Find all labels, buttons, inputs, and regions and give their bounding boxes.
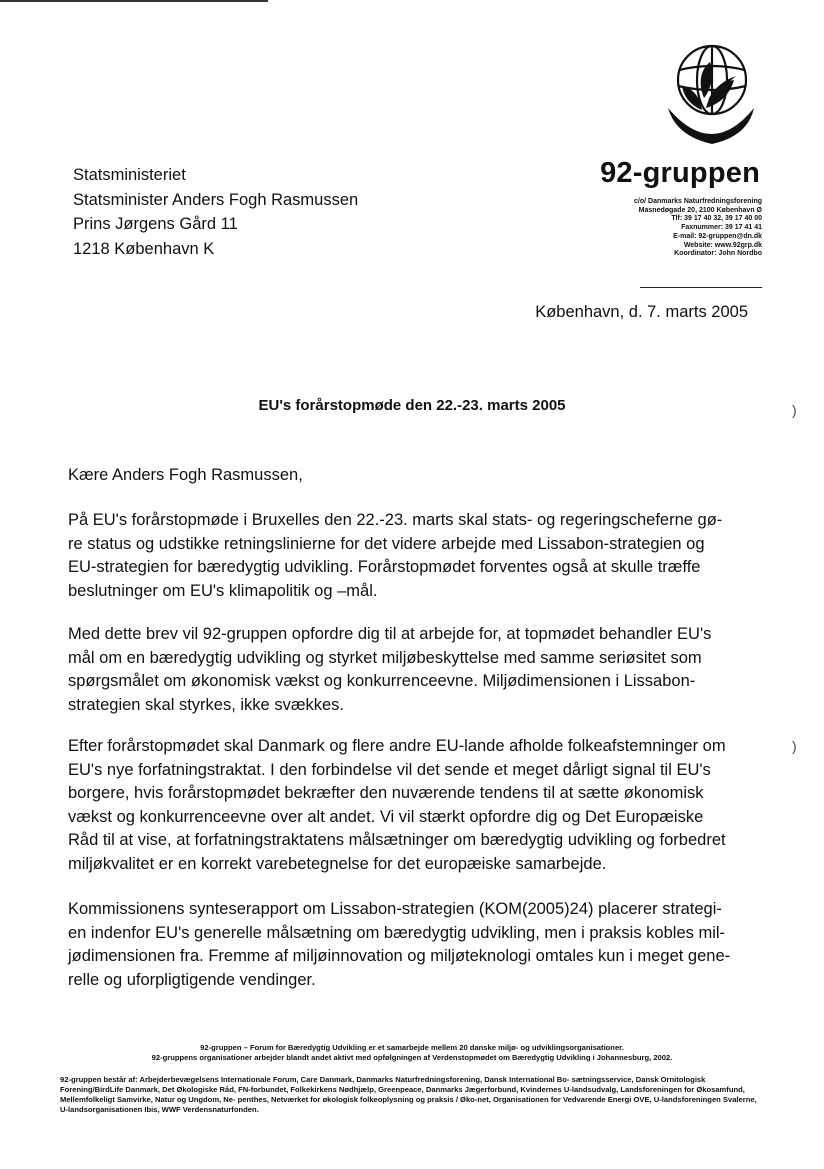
body-paragraph — [68, 623, 748, 717]
paragraph-line: EU's nye forfatningstraktat. I den forbindelse vil det sende et meget dårligt signal til EU's — [68, 760, 711, 779]
scan-mark: ) — [792, 402, 797, 418]
letter-date: København, d. 7. marts 2005 — [535, 303, 748, 321]
recipient-line: Prins Jørgens Gård 11 — [73, 215, 238, 233]
paragraph-line: borgere, hvis forårstopmødet bekræfter den nuværende tendens til at sætte økonomisk — [68, 784, 704, 803]
footer-members-line: penthes, Netværket for økologisk folkeoplysning og praksis / Øko-net, Organisationen for Vedvarende Energi OVE, U-landsforeningen Svalerne, — [237, 1095, 757, 1104]
footer-members-line: U-landsorganisationen Ibis, WWF Verdensnaturfonden. — [60, 1105, 259, 1114]
sender-contact — [634, 198, 762, 259]
scan-edge-line — [0, 0, 268, 2]
salutation: Kære Anders Fogh Rasmussen, — [68, 466, 303, 484]
paragraph-line: mål om en bæredygtig udvikling og styrket miljøbeskyttelse med samme seriøsitet som — [68, 648, 702, 667]
footer-line: 92-gruppen – Forum for Bæredygtig Udvikling er et samarbejde mellem 20 danske miljø- og udviklingsorganisationer. — [200, 1043, 624, 1052]
paragraph-line: strategien skal styrkes, ikke svækkes. — [68, 695, 345, 714]
recipient-line: Statsministeriet — [73, 166, 186, 184]
letter-subject: EU's forårstopmøde den 22.-23. marts 2005 — [258, 397, 566, 414]
contact-line: Koordinator: John Nordbo — [674, 250, 762, 258]
footer-members-line: sætningsservice, Dansk Ornitologisk Forening/BirdLife Danmark, Det Økologiske Råd, FN-forbundet, Folkekirkens Nødhjælp, Greenpeace, — [60, 1075, 706, 1094]
body-paragraph — [68, 735, 748, 877]
footer-members-line: 92-gruppen består af: Arbejderbevægelsens Internationale Forum, Care Danmark, Danmarks Naturfredningsforening, Dansk International Bo- — [60, 1075, 570, 1084]
paragraph-line: re status og udstikke retningslinierne for det videre arbejde med Lissabon-strategien og — [68, 534, 705, 553]
globe-plant-logo-icon — [662, 40, 758, 152]
contact-divider — [640, 287, 762, 288]
paragraph-line: relle og uforpligtigende vendinger. — [68, 970, 316, 989]
paragraph-line: På EU's forårstopmøde i Bruxelles den 22.-23. marts skal stats- og regeringscheferne gø- — [68, 511, 723, 529]
scan-mark: ) — [792, 738, 797, 754]
footer-description — [60, 1043, 764, 1063]
contact-line: c/o/ Danmarks Naturfredningsforening — [634, 198, 762, 205]
recipient-address — [73, 163, 358, 261]
paragraph-line: miljøkvalitet er en korrekt varebetegnelse for det europæiske samarbejde. — [68, 854, 607, 873]
contact-line: Faxnummer: 39 17 41 41 — [681, 224, 762, 232]
recipient-line: Statsminister Anders Fogh Rasmussen — [73, 190, 359, 209]
paragraph-line: Med dette brev vil 92-gruppen opfordre dig til at arbejde for, at topmødet behandler EU's — [68, 625, 712, 643]
paragraph-line: Råd til at vise, at forfatningstraktatens målsætninger om bæredygtig udvikling og forbedret — [68, 831, 726, 850]
paragraph-line: vækst og konkurrenceevne over alt andet. Vi vil stærkt opfordre dig og Det Europæiske — [68, 807, 704, 826]
paragraph-line: Kommissionens synteserapport om Lissabon-strategien (KOM(2005)24) placerer strategi- — [68, 900, 722, 918]
paragraph-line: EU-strategien for bæredygtig udvikling. Forårstopmødet forventes også at skulle træffe — [68, 558, 701, 577]
footer-members — [60, 1075, 764, 1115]
paragraph-line: Efter forårstopmødet skal Danmark og flere andre EU-lande afholde folkeafstemninger om — [68, 737, 726, 755]
footer-members-line: Danmarks Jægerforbund, Kvindernes U-landsudvalg, Landsforeningen for Økosamfund, Mellemfolkeligt Samvirke, Natur og Ungdom, Ne- — [60, 1085, 745, 1104]
contact-line: Tlf: 39 17 40 32, 39 17 40 00 — [671, 215, 762, 223]
contact-line: Website: www.92grp.dk — [683, 241, 762, 249]
body-paragraph — [68, 898, 748, 992]
contact-line: Masnedøgade 20, 2100 København Ø — [638, 206, 762, 214]
footer-line: 92-gruppens organisationer arbejder blandt andet aktivt med opfølgningen af Verdenstopmødet om Bæredygtig Udvikling i Johannesburg, 2002. — [151, 1053, 673, 1062]
paragraph-line: beslutninger om EU's klimapolitik og –mål. — [68, 581, 378, 600]
paragraph-line: en indenfor EU's generelle målsætning om bæredygtig udvikling, men i praksis kobles mil- — [68, 923, 726, 942]
body-paragraph — [68, 509, 748, 603]
contact-line: E-mail: 92-gruppen@dn.dk — [673, 232, 762, 240]
paragraph-line: spørgsmålet om økonomisk vækst og konkurrenceevne. Miljødimensionen i Lissabon- — [68, 672, 696, 691]
recipient-line: 1218 København K — [73, 239, 215, 258]
sender-name: 92-gruppen — [600, 157, 760, 189]
paragraph-line: jødimensionen fra. Fremme af miljøinnovation og miljøteknologi omtales kun i meget gene- — [68, 947, 731, 966]
